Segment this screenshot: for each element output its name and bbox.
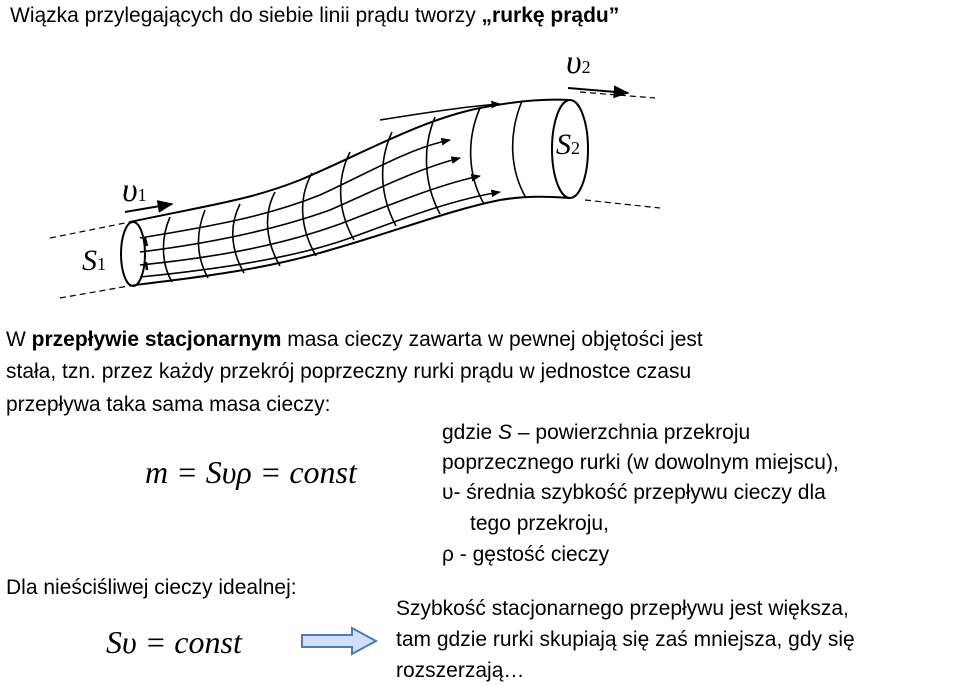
- continuity-formula: Sυ = const: [106, 624, 242, 660]
- s1-subscript: 1: [97, 254, 106, 274]
- streamline-3: [137, 176, 480, 265]
- v1-subscript: 1: [137, 185, 147, 205]
- implies-arrow-icon: [300, 626, 380, 656]
- tube-bottom-edge: [135, 197, 570, 285]
- tube-top-edge: [130, 100, 570, 222]
- v2-arrow: [568, 88, 628, 93]
- section-arc-5: [303, 173, 316, 256]
- stream-tube-diagram: [0, 0, 960, 320]
- streamline-2: [137, 158, 460, 252]
- para1-line3: przepływa taka sama masa cieczy:: [6, 393, 331, 416]
- v2-label: υ2: [566, 44, 591, 81]
- section-arc-2: [199, 210, 208, 278]
- v1-label: υ1: [122, 172, 147, 209]
- definition-line4: tego przekroju,: [470, 512, 609, 535]
- title-suffix: ”: [608, 4, 620, 27]
- conclusion-line1: Szybkość stacjonarnego przepływu jest większa,: [396, 597, 849, 620]
- s2-label: S2: [556, 128, 580, 161]
- title-emphasis: „rurkę prądu: [481, 4, 609, 27]
- stationary-flow-bold: przepływie stacjonarnym: [31, 328, 282, 351]
- section-arc-7: [383, 132, 396, 226]
- s1-label: S1: [82, 244, 106, 277]
- conclusion-line2: tam gdzie rurki skupiają się zaś mniejsza, gdy się: [396, 628, 855, 651]
- dashed-line-right-bottom: [585, 200, 660, 208]
- dashed-line-left-bottom: [60, 284, 140, 298]
- section-arc-6: [341, 152, 354, 240]
- section-arc-1: [163, 217, 172, 282]
- definition-line1: gdzie S – powierzchnia przekroju: [442, 421, 751, 444]
- incompressible-label: Dla nieściśliwej cieczy idealnej:: [6, 576, 297, 599]
- section-arc-10: [513, 101, 526, 198]
- mass-flow-formula: m = Sυρ = const: [145, 454, 357, 490]
- streamline-4: [140, 192, 500, 277]
- para1-line1: W przepływie stacjonarnym masa cieczy zawarta w pewnej objętości jest: [6, 328, 703, 351]
- definition-line2: poprzecznego rurki (w dowolnym miejscu),: [442, 451, 839, 474]
- para1-line2: stała, tzn. przez każdy przekrój poprzeczny rurki prądu w jednostce czasu: [6, 360, 692, 383]
- section-arc-3: [233, 204, 244, 273]
- v2-subscript: 2: [581, 57, 591, 77]
- s2-subscript: 2: [571, 138, 580, 158]
- streamline-5: [380, 104, 500, 120]
- s1-end-cap: [121, 222, 145, 286]
- conclusion-line3: rozszerzają…: [396, 659, 525, 682]
- symbol-s: S: [498, 421, 513, 444]
- definition-line5: ρ - gęstość cieczy: [442, 543, 610, 566]
- streamline-1: [137, 140, 450, 238]
- s1-hatch-2: [146, 262, 147, 270]
- definition-line3: υ- średnia szybkość przepływu cieczy dla: [442, 481, 826, 504]
- title-prefix: Wiązka przylegających do siebie linii prądu tworzy: [10, 4, 482, 27]
- section-arc-9: [471, 108, 484, 204]
- dashed-line-left-top: [50, 222, 130, 238]
